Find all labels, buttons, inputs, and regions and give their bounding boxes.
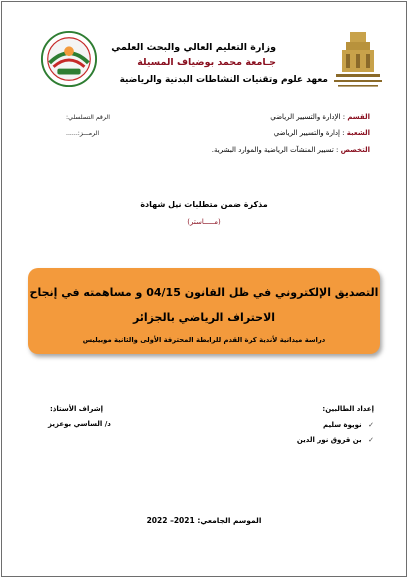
header-text	[111, 40, 276, 70]
student-1	[323, 421, 374, 429]
branch-value: : إدارة والتسيير الرياضي	[273, 129, 345, 137]
students-heading: إعداد الطالبين:	[322, 405, 374, 413]
university-name: جـامعة محمد بوضياف المسيلة	[137, 57, 276, 68]
serial-number-label: الرقم التسلسلي:	[66, 114, 110, 121]
branch-label: الشعبة	[346, 129, 370, 137]
student-name: بن قروق نور الدين	[296, 436, 362, 444]
student-name: نويوة سليم	[322, 421, 362, 429]
student-2	[297, 436, 374, 444]
department-row	[270, 113, 370, 121]
specialty-label: التخصص	[340, 146, 370, 154]
institute-name: معهد علوم وتقنيات النشاطات البدنية والرياضية	[119, 75, 328, 85]
title-line-2: الاحتراف الرياضي بالجزائر	[132, 311, 276, 324]
academic-year: الموسم الجامعي: 2021– 2022	[146, 516, 262, 525]
title-subtitle: دراسة ميدانية لأندية كرة القدم للرابطة المحترفة الأولى والثانية موبيليس	[82, 336, 326, 344]
university-logo	[328, 28, 388, 90]
code-label: الرمـــز:......	[66, 130, 100, 137]
institute-logo	[40, 30, 98, 88]
supervisor-name: د/ الساسي بوعزيز	[48, 420, 111, 428]
memo-text: مذكرة ضمن متطلبات نيل شهادة	[140, 200, 268, 209]
check-icon: ✓	[368, 421, 374, 429]
ministry-name: وزارة التعليم العالي والبحث العلمي	[111, 42, 276, 53]
supervisor-heading: إشراف الأستاذ:	[50, 405, 103, 413]
specialty-row	[212, 146, 370, 154]
title-line-1: التصديق الإلكتروني في ظل القانون 04/15 و مساهمته في إنجاح	[29, 286, 379, 299]
branch-row	[274, 129, 370, 137]
department-value: : الإدارة والتسيير الرياضي	[270, 113, 346, 121]
degree-text: (مـــــاستر)	[187, 218, 221, 226]
department-label: القسم	[347, 113, 370, 121]
check-icon: ✓	[368, 436, 374, 444]
specialty-value: : تسيير المنشآت الرياضية والموارد البشرية.	[211, 146, 339, 154]
